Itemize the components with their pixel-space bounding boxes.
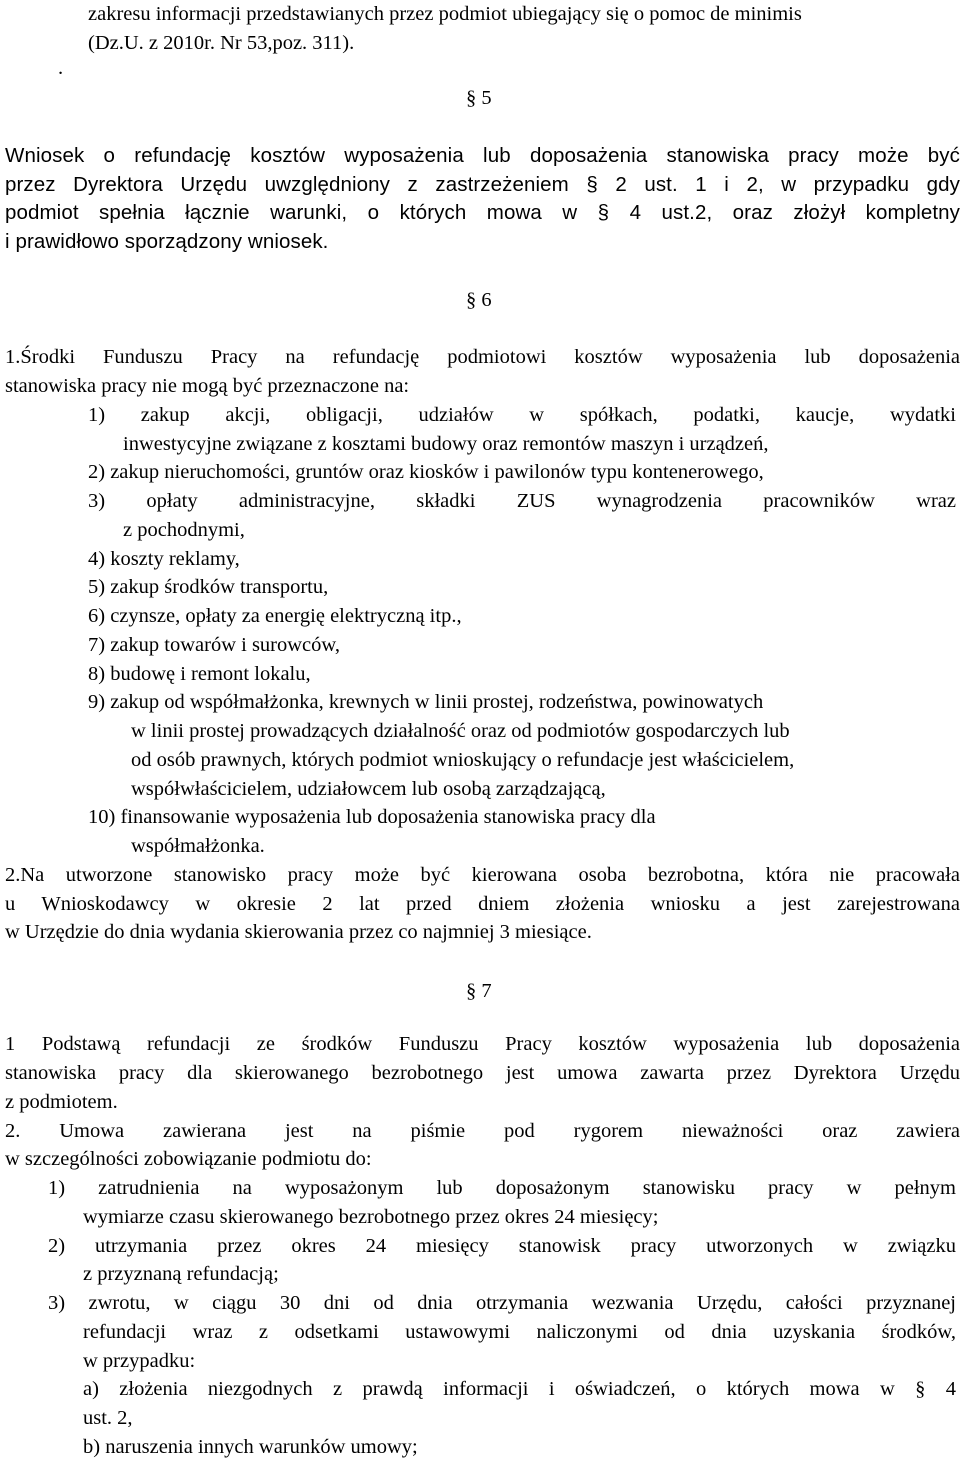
s6-item-9-line-3: od osób prawnych, których podmiot wnioskujący o refundacje jest właścicielem, [131, 749, 795, 771]
section-6-heading: § 6 [466, 289, 492, 311]
intro-line-1: zakresu informacji przedstawianych przez podmiot ubiegający się o pomoc de minimis [88, 3, 802, 25]
s5-line-2: przez Dyrektora Urzędu uwzględniony z zastrzeżeniem § 2 ust. 1 i 2, w przypadku gdy [5, 173, 960, 196]
s6-item-9-line-1: 9) zakup od współmałżonka, krewnych w linii prostej, rodzeństwa, powinowatych [88, 691, 764, 713]
s5-line-3: podmiot spełnia łącznie warunki, o których mowa w § 4 ust.2, oraz złożył kompletny [5, 201, 960, 224]
s6-para-2-line-3: w Urzędzie do dnia wydania skierowania przez co najmniej 3 miesiące. [5, 921, 592, 943]
s7-para-1-line-1: 1 Podstawą refundacji ze środków Funduszu Pracy kosztów wyposażenia lub doposażenia [5, 1033, 960, 1055]
s7-item-1-line-2: wymiarze czasu skierowanego bezrobotnego przez okres 24 miesięcy; [83, 1206, 659, 1228]
s7-para-2-line-2: w szczególności zobowiązanie podmiotu do: [5, 1148, 372, 1170]
s6-item-9-line-4: współwłaścicielem, udziałowcem lub osobą zarządzającą, [131, 778, 606, 800]
stray-dot: . [58, 57, 64, 79]
s7-para-1-line-2: stanowiska pracy dla skierowanego bezrobotnego jest umowa zawarta przez Dyrektora Urzędu [5, 1062, 960, 1084]
s6-para-2-line-1: 2.Na utworzone stanowisko pracy może być kierowana osoba bezrobotna, która nie pracowała [5, 864, 960, 886]
s6-item-9-line-2: w linii prostej prowadzących działalność oraz od podmiotów gospodarczych lub [131, 720, 790, 742]
s6-item-4: 4) koszty reklamy, [88, 548, 240, 570]
section-7-heading: § 7 [466, 980, 492, 1002]
intro-line-2: (Dz.U. z 2010r. Nr 53,poz. 311). [88, 32, 355, 54]
s7-para-1-line-3: z podmiotem. [5, 1091, 118, 1113]
s6-para-2-line-2: u Wnioskodawcy w okresie 2 lat przed dniem złożenia wniosku a jest zarejestrowana [5, 893, 960, 915]
s7-item-2-line-1: 2) utrzymania przez okres 24 miesięcy stanowisk pracy utworzonych w związku [48, 1235, 956, 1257]
s7-sub-a-line-2: ust. 2, [83, 1407, 133, 1429]
s6-item-6: 6) czynsze, opłaty za energię elektryczną itp., [88, 605, 462, 627]
s6-item-2: 2) zakup nieruchomości, gruntów oraz kiosków i pawilonów typu kontenerowego, [88, 461, 764, 483]
s6-item-5: 5) zakup środków transportu, [88, 576, 329, 598]
s6-item-10-line-2: współmałżonka. [131, 835, 265, 857]
s6-item-7: 7) zakup towarów i surowców, [88, 634, 341, 656]
s6-item-3-line-2: z pochodnymi, [123, 519, 245, 541]
s7-item-1-line-1: 1) zatrudnienia na wyposażonym lub doposażonym stanowisku pracy w pełnym [48, 1177, 956, 1199]
s7-item-3-line-1: 3) zwrotu, w ciągu 30 dni od dnia otrzymania wezwania Urzędu, całości przyznanej [48, 1292, 956, 1314]
s6-para-1-line-2: stanowiska pracy nie mogą być przeznaczone na: [5, 375, 410, 397]
s6-item-10-line-1: 10) finansowanie wyposażenia lub doposażenia stanowiska pracy dla [88, 806, 656, 828]
s6-item-3-line-1: 3) opłaty administracyjne, składki ZUS wynagrodzenia pracowników wraz [88, 490, 956, 512]
s6-para-1-line-1: 1.Środki Funduszu Pracy na refundację podmiotowi kosztów wyposażenia lub doposażenia [5, 346, 960, 368]
s7-item-3-line-3: w przypadku: [83, 1350, 196, 1372]
s7-para-2-line-1: 2. Umowa zawierana jest na piśmie pod rygorem nieważności oraz zawiera [5, 1120, 960, 1142]
s6-item-1-line-1: 1) zakup akcji, obligacji, udziałów w spółkach, podatki, kaucje, wydatki [88, 404, 956, 426]
s7-item-2-line-2: z przyznaną refundacją; [83, 1263, 279, 1285]
s6-item-8: 8) budowę i remont lokalu, [88, 663, 311, 685]
s5-line-1: Wniosek o refundację kosztów wyposażenia lub doposażenia stanowiska pracy może być [5, 144, 960, 167]
s6-item-1-line-2: inwestycyjne związane z kosztami budowy oraz remontów maszyn i urządzeń, [123, 433, 769, 455]
s5-line-4: i prawidłowo sporządzony wniosek. [5, 230, 329, 253]
s7-sub-a-line-1: a) złożenia niezgodnych z prawdą informacji i oświadczeń, o których mowa w § 4 [83, 1378, 956, 1400]
s7-item-3-line-2: refundacji wraz z odsetkami ustawowymi naliczonymi od dnia uzyskania środków, [83, 1321, 956, 1343]
s7-sub-b: b) naruszenia innych warunków umowy; [83, 1436, 418, 1458]
section-5-heading: § 5 [466, 87, 492, 109]
